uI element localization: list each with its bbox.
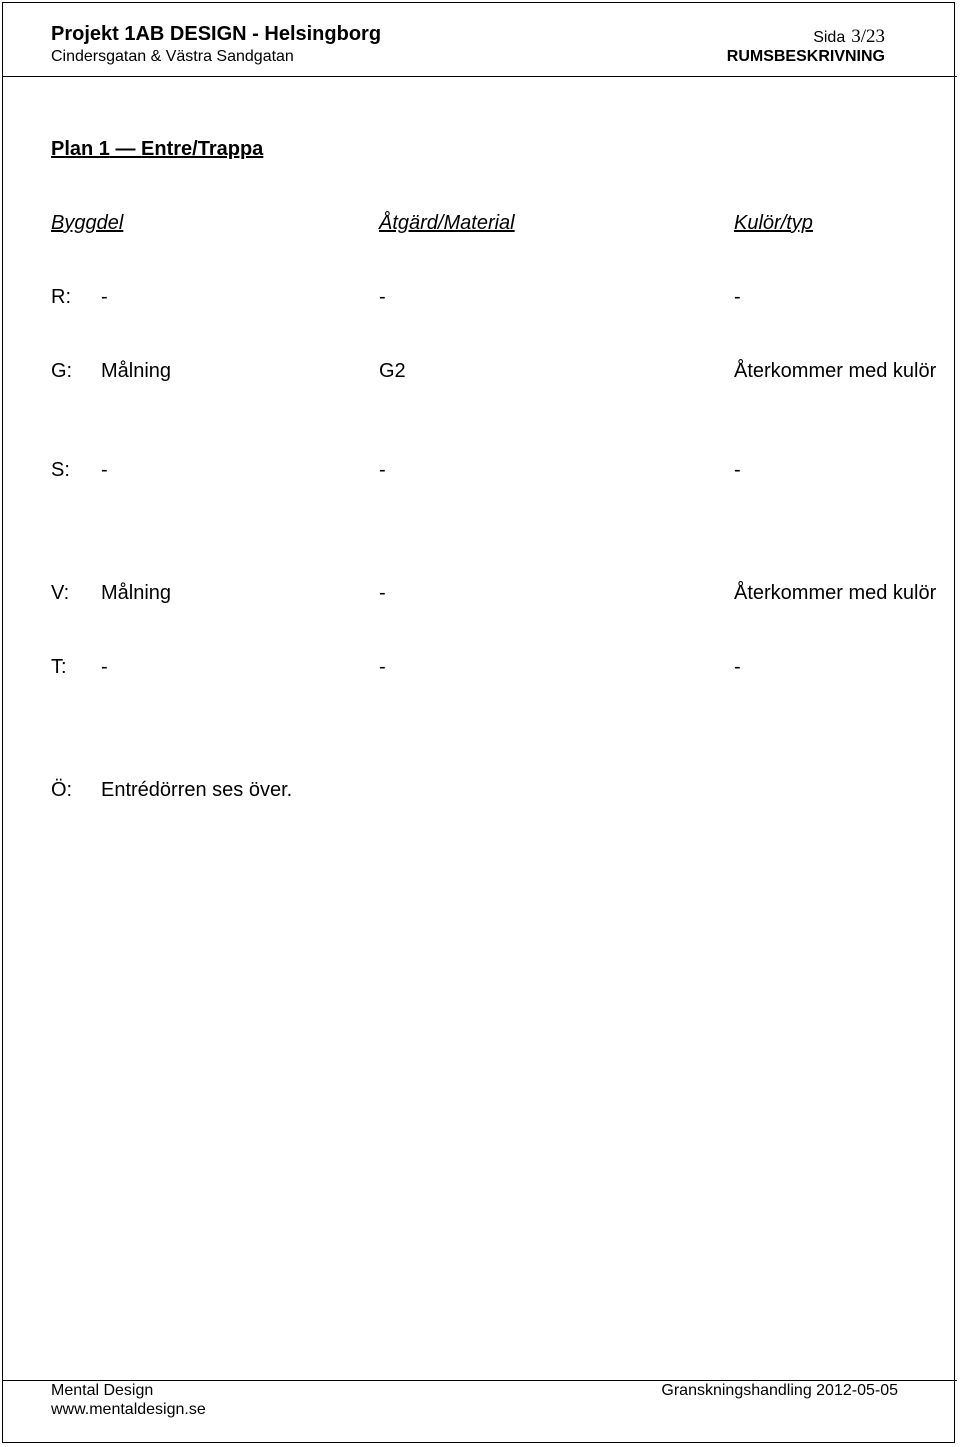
footer-company: Mental Design xyxy=(51,1382,154,1399)
table-row xyxy=(0,582,960,608)
row-atgard: - xyxy=(379,459,386,481)
table-row xyxy=(0,656,960,682)
row-atgard: G2 xyxy=(379,360,406,382)
footer-status: Granskningshandling 2012-05-05 xyxy=(661,1382,898,1399)
row-byggdel: Målning xyxy=(101,360,172,382)
row-atgard: - xyxy=(379,582,386,604)
row-code: S: xyxy=(51,459,70,481)
table-row xyxy=(0,779,960,805)
row-kulor: - xyxy=(734,656,741,678)
table-row xyxy=(0,286,960,312)
table-row xyxy=(0,360,960,386)
row-byggdel: - xyxy=(101,286,108,308)
row-kulor: - xyxy=(734,286,741,308)
footer-website: www.mentaldesign.se xyxy=(51,1401,206,1418)
page-label: Sida xyxy=(813,29,846,46)
row-code: V: xyxy=(51,582,70,604)
header-divider xyxy=(3,76,957,77)
row-kulor: Återkommer med kulör xyxy=(734,582,937,604)
row-byggdel: - xyxy=(101,459,108,481)
footer-divider xyxy=(3,1380,957,1381)
section-dash: — xyxy=(109,138,142,160)
section-name: Entre/Trappa xyxy=(141,138,264,160)
column-header-byggdel: Byggdel xyxy=(51,212,124,234)
row-byggdel: - xyxy=(101,656,108,678)
row-atgard: - xyxy=(379,286,386,308)
row-kulor: Återkommer med kulör xyxy=(734,360,937,382)
column-header-atgard: Åtgärd/Material xyxy=(379,212,515,234)
row-atgard: - xyxy=(379,656,386,678)
section-plan: Plan 1 xyxy=(51,138,110,160)
row-code: G: xyxy=(51,360,73,382)
page-indicator xyxy=(813,26,885,48)
project-address: Cindersgatan & Västra Sandgatan xyxy=(51,48,294,65)
page-number: 3/23 xyxy=(851,26,885,47)
row-kulor: - xyxy=(734,459,741,481)
project-title: Projekt 1AB DESIGN - Helsingborg xyxy=(51,23,382,45)
row-byggdel: Entrédörren ses över. xyxy=(101,779,293,801)
row-code: R: xyxy=(51,286,71,308)
row-code: T: xyxy=(51,656,67,678)
document-type: RUMSBESKRIVNING xyxy=(726,48,885,65)
row-byggdel: Målning xyxy=(101,582,172,604)
column-header-kulor: Kulör/typ xyxy=(734,212,813,234)
row-code: Ö: xyxy=(51,779,73,801)
section-heading xyxy=(51,138,263,161)
table-row xyxy=(0,459,960,485)
